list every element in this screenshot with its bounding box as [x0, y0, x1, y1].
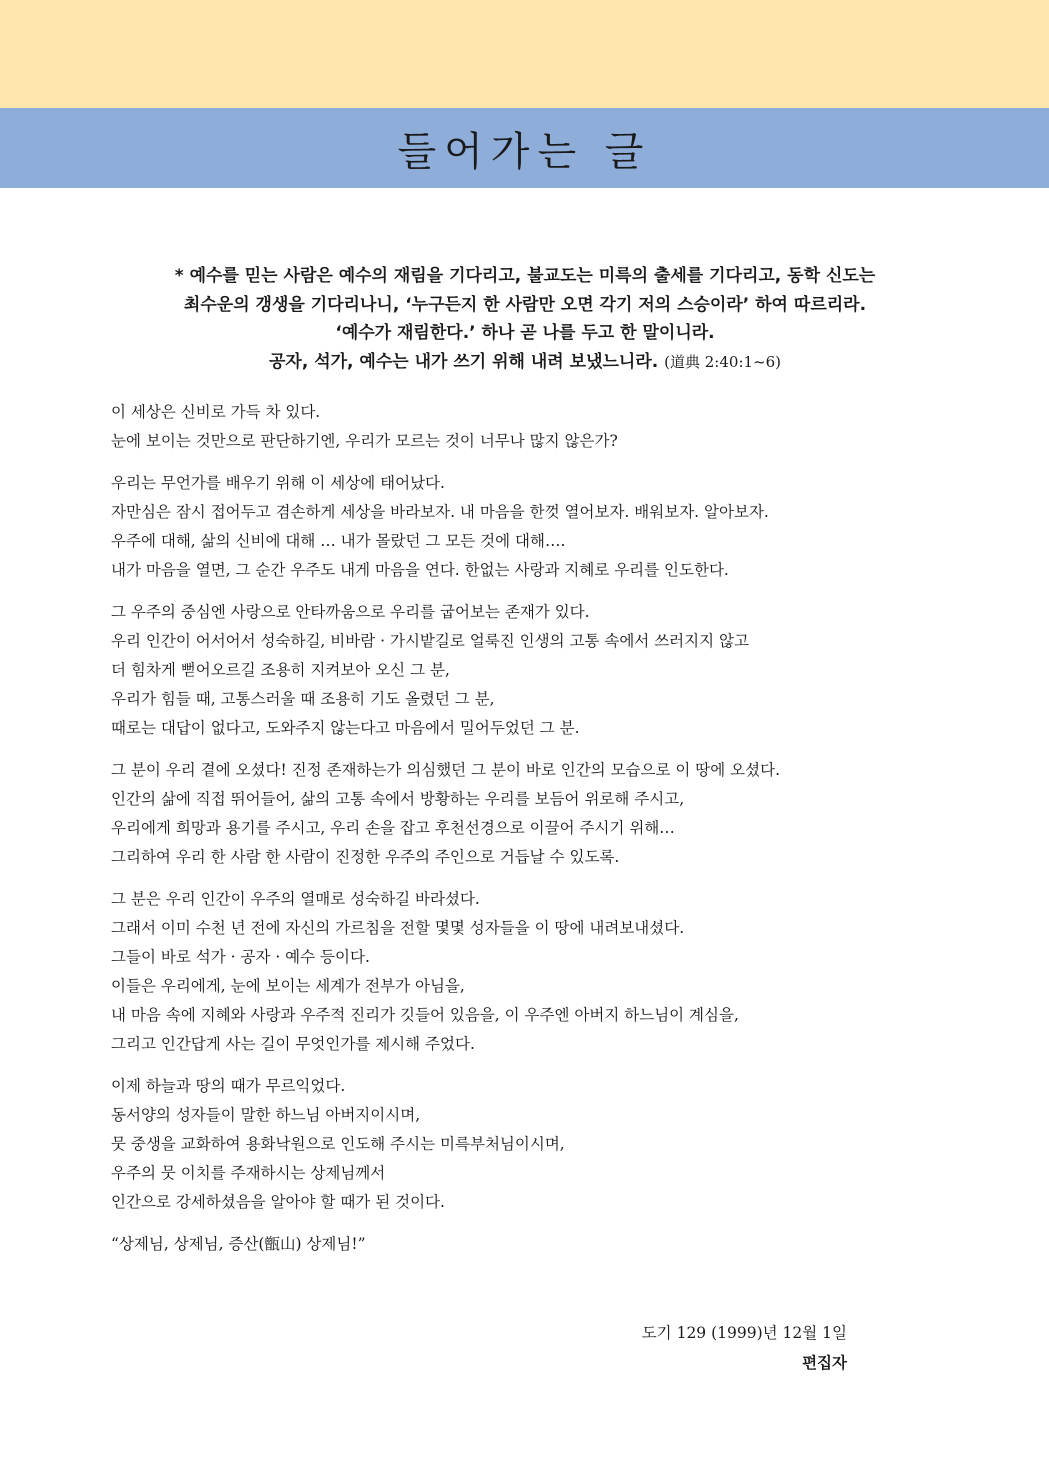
body-line: 이들은 우리에게, 눈에 보이는 세계가 전부가 아님을, [111, 977, 465, 995]
body-line: 우리가 힘들 때, 고통스러울 때 조용히 기도 올렸던 그 분, [111, 690, 495, 708]
body-line: 이제 하늘과 땅의 때가 무르익었다. [111, 1077, 346, 1095]
quote-line-text: 공자, 석가, 예수는 내가 쓰기 위해 내려 보냈느니라. [268, 351, 659, 372]
body-line: 자만심은 잠시 접어두고 겸손하게 세상을 바라보자. 내 마음을 한껏 열어보자. 배워보자. 알아보자. [111, 503, 769, 521]
body-line: 인간의 삶에 직접 뛰어들어, 삶의 고통 속에서 방황하는 우리를 보듬어 위로해 주시고, [111, 790, 685, 808]
top-decorative-band [0, 0, 1049, 108]
body-line: 내 마음 속에 지혜와 사랑과 우주적 진리가 깃들어 있음을, 이 우주엔 아버지 하느님이 계심을, [111, 1006, 739, 1024]
body-line: 더 힘차게 뻗어오르길 조용히 지켜보아 오신 그 분, [111, 661, 450, 679]
body-line: 우리에게 희망과 용기를 주시고, 우리 손을 잡고 후천선경으로 이끌어 주시기 위해… [111, 819, 675, 837]
body-line: “상제님, 상제님, 증산(甑山) 상제님!” [111, 1235, 366, 1253]
body-line: 그리고 인간답게 사는 길이 무엇인가를 제시해 주었다. [111, 1035, 475, 1053]
paragraph [111, 1072, 911, 1217]
quote-line: 최수운의 갱생을 기다리나니, ‘누구든지 한 사람만 오면 각기 저의 스승이라’ 하여 따르리라. [183, 294, 867, 315]
body-line: 그리하여 우리 한 사람 한 사람이 진정한 우주의 주인으로 거듭날 수 있도록. [111, 848, 620, 866]
signature-author: 편집자 [802, 1354, 847, 1372]
paragraph [111, 756, 911, 872]
page-title: 들어가는 글 [397, 128, 652, 175]
quote-line: * 예수를 믿는 사람은 예수의 재림을 기다리고, 불교도는 미륵의 출세를 기다리고, 동학 신도는 [174, 266, 876, 286]
body-line: 그 분은 우리 인간이 우주의 열매로 성숙하길 바라셨다. [111, 890, 480, 908]
paragraph [111, 598, 911, 743]
body-text [111, 398, 911, 1272]
body-line: 때로는 대답이 없다고, 도와주지 않는다고 마음에서 밀어두었던 그 분. [111, 719, 580, 737]
title-band [0, 108, 1049, 188]
paragraph [111, 1230, 911, 1259]
paragraph [111, 885, 911, 1059]
body-line: 그들이 바로 석가 · 공자 · 예수 등이다. [111, 948, 370, 966]
paragraph [111, 398, 911, 456]
body-line: 우리는 무언가를 배우기 위해 이 세상에 태어났다. [111, 474, 445, 492]
body-line: 그 우주의 중심엔 사랑으로 안타까움으로 우리를 굽어보는 존재가 있다. [111, 603, 590, 621]
body-line: 우리 인간이 어서어서 성숙하길, 비바람 · 가시밭길로 얼룩진 인생의 고통 속에서 쓰러지지 않고 [111, 632, 749, 650]
body-line: 인간으로 강세하셨음을 알아야 할 때가 된 것이다. [111, 1193, 445, 1211]
body-line: 이 세상은 신비로 가득 차 있다. [111, 403, 321, 421]
body-line: 내가 마음을 열면, 그 순간 우주도 내게 마음을 연다. 한없는 사랑과 지혜로 우리를 인도한다. [111, 561, 729, 579]
body-line: 우주의 뭇 이치를 주재하시는 상제님께서 [111, 1164, 386, 1182]
body-line: 동서양의 성자들이 말한 하느님 아버지이시며, [111, 1106, 421, 1124]
signature [642, 1318, 847, 1378]
body-line: 그래서 이미 수천 년 전에 자신의 가르침을 전할 몇몇 성자들을 이 땅에 내려보내셨다. [111, 919, 685, 937]
body-line: 우주에 대해, 삶의 신비에 대해 … 내가 몰랐던 그 모든 것에 대해…. [111, 532, 566, 550]
quote-line: ‘예수가 재림한다.’ 하나 곧 나를 두고 한 말이니라. [335, 323, 715, 343]
body-line: 그 분이 우리 곁에 오셨다! 진정 존재하는가 의심했던 그 분이 바로 인간의 모습으로 이 땅에 오셨다. [111, 761, 781, 779]
quote-source: (道典 2:40:1~6) [664, 352, 782, 371]
quote-line-last [90, 348, 960, 377]
paragraph [111, 469, 911, 585]
body-line: 뭇 중생을 교화하여 용화낙원으로 인도해 주시는 미륵부처님이시며, [111, 1135, 565, 1153]
body-line: 눈에 보이는 것만으로 판단하기엔, 우리가 모르는 것이 너무나 많지 않은가? [111, 432, 618, 450]
signature-date: 도기 129 (1999)년 12월 1일 [641, 1324, 847, 1342]
scripture-quote [90, 262, 960, 376]
